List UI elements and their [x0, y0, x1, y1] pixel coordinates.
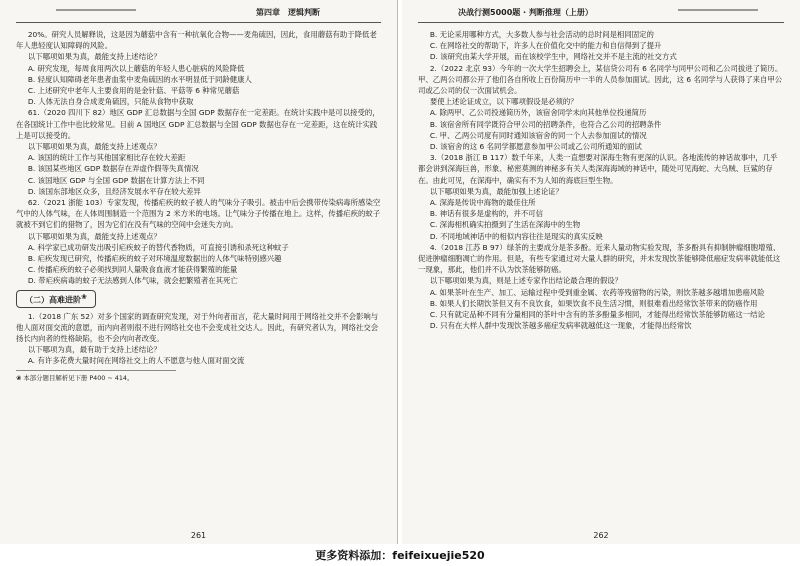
- question-prompt: 以下哪项如果为真，则是上述专家作出结论最合理的假设？: [429, 276, 622, 286]
- answer-option: C. 在网络社交的帮助下，许多人在价值化交中的能力和自信得到了提升: [429, 41, 662, 51]
- answer-option: B. 神话有很多是虚构的，并不可信: [429, 209, 544, 219]
- left-running-header: [16, 0, 381, 23]
- answer-option: A. 研究发现，每周食用两次以上蘑菇的年轻人患心脏病的风险降低: [27, 63, 245, 73]
- section-title: [16, 290, 96, 308]
- answer-option: D. 该宿舍的这 6 名同学都愿意参加甲公司或乙公司所通知的面试: [429, 142, 642, 152]
- answer-option: A. 除两甲、乙公司投递简历外，该宿舍同学未向其他单位投递简历: [429, 108, 647, 118]
- chapter-title: 第四章 逻辑判断: [256, 8, 320, 17]
- question-stem: 4.（2018 江苏 B 97）绿茶的主要成分是茶多酚。近来人量动物实验发现，茶多酚具有抑制肿瘤细胞增殖、促进肿瘤细胞凋亡的作用。但是，有些专家通过对大量人群的研究，并未发现饮茶能够降低癌症发病率就能低这一现象，那此，他们并不认为饮茶能够防癌。: [418, 242, 781, 275]
- answer-option: C. 甲、乙两公司度有同时通知该宿舍的同一个人去参加面试的情况: [429, 130, 647, 140]
- answer-option: B. 如果人们长期饮茶但又有不良饮食，如果饮食不良生活习惯，则很难看出经常饮茶带来的防癌作用: [429, 298, 758, 308]
- bottom-banner: 更多资料添加：feifeixuejie520: [315, 549, 485, 562]
- question-prompt: 以下哪项为真，最有助于支持上述结论？: [27, 345, 161, 355]
- question-stem: 20%。研究人员解释说，这是因为蘑菇中含有一种抗氧化合物——麦角硫因，因此，食用蘑菇有助于降低老年人患轻度认知障碍的风险。: [16, 30, 377, 51]
- section-star-icon: ❀: [81, 292, 87, 301]
- answer-option: B. 该国某些地区 GDP 数据存在弄虚作假等失真情况: [27, 164, 199, 174]
- answer-option: A. 有许多花费大量时间在网络社交上的人不愿意与他人面对面交流: [27, 356, 245, 366]
- section-title-text: （二）高难进阶: [25, 295, 81, 305]
- header-ornament: [678, 9, 758, 11]
- right-running-header: [418, 0, 784, 23]
- question-prompt: 以下哪项如果为真，最能支持上述观点？: [27, 142, 161, 152]
- answer-option: B. 疟疾发现已研究，传播疟疾的蚊子对环境温度数据出的人体气味特别感兴趣: [27, 254, 282, 264]
- question-prompt: 以下哪项如果为真，最能支持上述观点？: [27, 231, 161, 241]
- answer-option: D. 不同地域神话中的相似内容往往是现实的真实反映: [429, 231, 603, 241]
- right-page-body: [418, 29, 784, 331]
- answer-option: C. 该国地区 GDP 与全国 GDP 数据在计算方法上不同: [27, 175, 205, 185]
- answer-option: B. 轻度认知障碍老年患者血浆中麦角硫因的水平明显低于同龄健康人: [27, 74, 252, 84]
- question-stem: 61.（2020 四川下 82）地区 GDP 汇总数据与全国 GDP 数据存在一定差距。在统计实践中是可以接受的，在各国统计工作中也比较常见。目前 A 国地区 GDP 汇总数据与全国 GDP 数据也存在一定差距，这在统计实践上是可以接受的。: [16, 108, 380, 140]
- answer-option: D. 只有在大样人群中发现饮茶越多癌症发病率就越低这一现象，才能得出经常饮: [429, 321, 692, 331]
- question-prompt: 要使上述论证成立，以下哪项假设是必须的？: [429, 97, 578, 107]
- answer-option: A. 深海是传说中海物的最佳住所: [429, 198, 536, 208]
- answer-option: A. 如果茶叶在生产、加工、运输过程中受到重金属、农药等残留物的污染，则饮茶越多越增加患癌风险: [429, 287, 765, 297]
- answer-option: D. 该国东部地区众多，且经济发展水平存在较大差异: [27, 186, 201, 196]
- answer-option: C. 上述研究中老年人主要食用的是金针菇、平菇等 6 种常见蘑菇: [27, 86, 240, 96]
- answer-option: C. 只有就定品种不同有分量相同的茶叶中含有的茶多酚量多相同，才能得出经常饮茶能够防癌这一结论: [429, 310, 765, 320]
- answer-option: D. 带疟疾病毒的蚊子无法感到人体气味，就会把繁殖者在其死亡: [27, 276, 238, 286]
- answer-option: D. 该研究由某大学开展，而在该校学生中，网络社交并不是主流的社交方式: [429, 52, 677, 62]
- question-stem: 62.（2021 浙能 103）专家发现，传播疟疾的蚊子被人的气味分子吸引。被击中后会携带传染病毒所感染空气中的人体气味，在人体周围制造一个范围为 2 米方米的电场。让气味分子传播在地上。这样，传播疟疾的蚊子就被不到它们的猎物了，因为它们在没有气味的空间中会迷失方向。: [16, 198, 381, 230]
- answer-option: C. 传播疟疾的蚊子必须找到同人量吸食血液才能获得繁殖的能量: [27, 265, 238, 275]
- question-stem: 2.（2022 北京 93）今年的一次大学生招聘会上，某信贷公司有 6 名同学与同甲公司和乙公司拔进了简历。甲、乙两公司都公开了他们各自所收上百份简历中一半的人员参加面试。因此，这 6 名同学与人获得了来自甲公司或乙公司的仅一次面试机会。: [418, 63, 783, 96]
- answer-option: A. 该国的统计工作与其他国家相比存在较大差距: [27, 153, 186, 163]
- header-ornament: [56, 9, 136, 11]
- answer-option: A. 科学家已成功研发出吸引疟疾蚊子的替代香物质，可直接引诱和杀死这种蚊子: [27, 242, 289, 252]
- answer-option: B. 无论采用哪种方式，大多数人参与社会活动的总时间是相同固定的: [429, 30, 654, 39]
- footnote: ❀ 本部分题目解析见下册 P400 ~ 414。: [16, 370, 176, 384]
- question-prompt: 以下哪项如果为真，最能支持上述结论？: [27, 52, 161, 62]
- question-prompt: 以下哪项如果为真，最能加强上述论证？: [429, 186, 563, 196]
- answer-option: D. 人体无法自身合成麦角硫因，只能从食物中获取: [27, 97, 194, 107]
- page-number-right: 262: [593, 531, 609, 540]
- left-page: [0, 0, 398, 544]
- book-title: 决战行测5000题 · 判断推理（上册）: [458, 8, 593, 17]
- right-page: [402, 0, 800, 544]
- left-page-body: [16, 29, 381, 384]
- answer-option: C. 深海相机确实拍摄到了生活在深海中的生物: [429, 220, 581, 230]
- page-number-left: 261: [190, 531, 207, 540]
- question-stem: 3.（2018 浙江 B 117）数千年来，人类一直想要对深海生物有更深的认识。各地流传的神话故事中，几乎都会讲到深海巨兽，形象、秘密莫测的神秘多有关人类深海海域的神话中，随处可见海蛇、大乌贼、巨鲨的存在。由此可见，在深海中，确实有不为人知的海底巨型生物。: [418, 153, 778, 185]
- answer-option: B. 该宿舍所有同学既符合甲公司的招聘条件，也符合乙公司的招聘条件: [429, 119, 662, 129]
- question-stem: 1.（2018 广东 52）对多个国家的调查研究发现，对于外向者而言，花大量时间用于网络社交并不会影响与他人面对面交流的意愿，而内向者则很不进行网络社交也不会变成社交达人。因此，有研究者认为，网络社交会扬长内向者的性格缺陷，也不会内向者改变。: [16, 311, 379, 343]
